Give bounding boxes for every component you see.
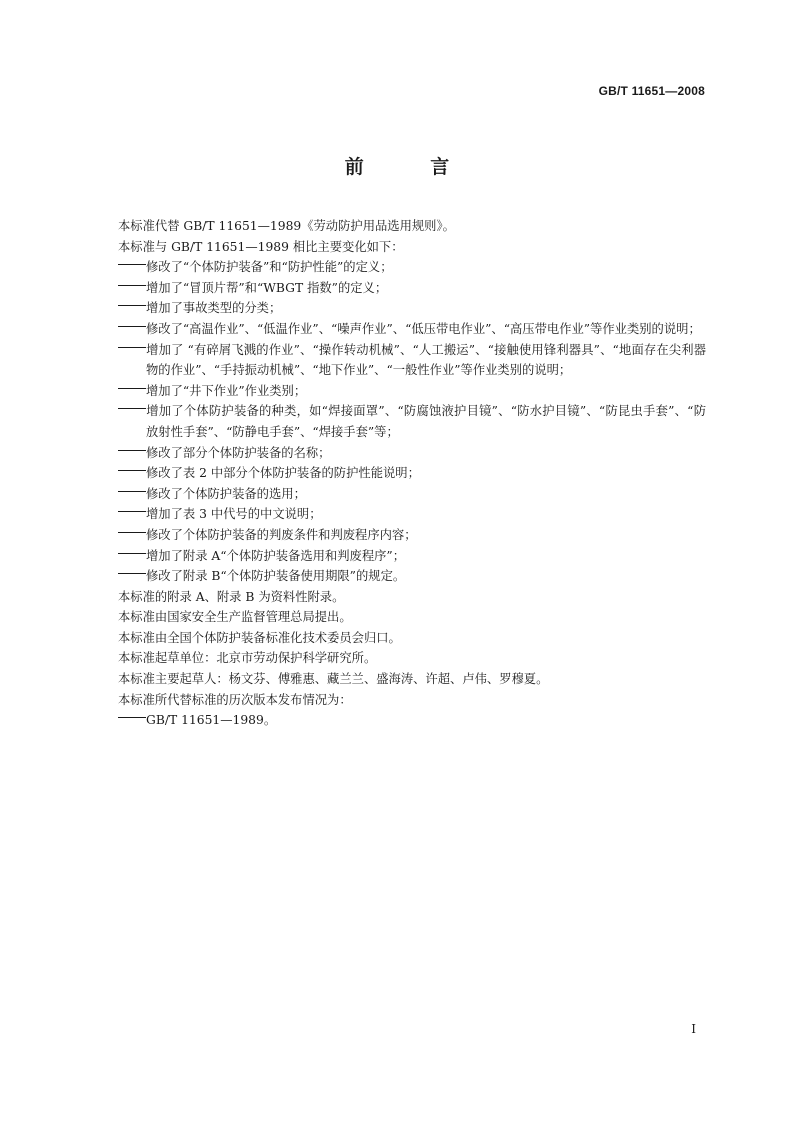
change-item	[118, 546, 706, 567]
change-text: 修改了个体防护装备的判废条件和判废程序内容；	[146, 527, 417, 542]
dash-bullet	[118, 573, 146, 574]
change-item	[118, 525, 706, 546]
change-text: 修改了附录 B“个体防护装备使用期限”的规定。	[146, 569, 406, 584]
dash-bullet	[118, 408, 146, 409]
change-text: 增加了“井下作业”作业类别；	[146, 383, 307, 398]
change-item	[118, 278, 706, 299]
dash-bullet	[118, 285, 146, 286]
foreword-body	[118, 216, 706, 731]
change-item	[118, 463, 706, 484]
paragraph: 本标准代替 GB/T 11651—1989《劳动防护用品选用规则》。	[118, 219, 455, 233]
dash-bullet	[118, 264, 146, 265]
change-text: 修改了“个体防护装备”和“防护性能”的定义；	[146, 260, 393, 275]
previous-version-text: GB/T 11651—1989。	[146, 713, 277, 728]
change-item	[118, 381, 706, 402]
standard-code: GB/T 11651—2008	[598, 84, 705, 98]
dash-bullet	[118, 553, 146, 554]
dash-bullet	[118, 347, 146, 348]
change-item	[118, 401, 706, 442]
paragraph: 本标准的附录 A、附录 B 为资料性附录。	[118, 589, 345, 604]
dash-bullet	[118, 305, 146, 306]
change-item	[118, 340, 706, 381]
paragraph: 本标准与 GB/T 11651—1989 相比主要变化如下：	[118, 239, 404, 254]
change-text: 增加了 “有碎屑飞溅的作业”、“操作转动机械”、“人工搬运”、“接触使用锋利器具”、“地面存在尖利器物的作业”、“手持振动机械”、“地下作业”、“一般性作业”等作业类别的说明；	[146, 342, 706, 378]
dash-bullet	[118, 470, 146, 471]
change-text: 增加了个体防护装备的种类，如“焊接面罩”、“防腐蚀液护目镜”、“防水护目镜”、“防昆虫手套”、“防放射性手套”、“防静电手套”、“焊接手套”等；	[146, 404, 706, 439]
paragraph: 本标准由全国个体防护装备标准化技术委员会归口。	[118, 630, 401, 645]
change-text: 修改了表 2 中部分个体防护装备的防护性能说明；	[146, 466, 420, 481]
dash-bullet	[118, 491, 146, 492]
page-number: I	[691, 1022, 696, 1036]
dash-bullet	[118, 511, 146, 512]
paragraph: 本标准所代替标准的历次版本发布情况为：	[118, 692, 352, 707]
paragraph: 本标准由国家安全生产监督管理总局提出。	[118, 610, 352, 625]
change-item	[118, 443, 706, 464]
change-item	[118, 298, 706, 319]
dash-bullet	[118, 532, 146, 533]
change-text: 增加了“冒顶片帮”和“WBGT 指数”的定义；	[146, 280, 388, 295]
dash-bullet	[118, 326, 146, 327]
previous-version-item	[118, 710, 706, 731]
dash-bullet	[118, 717, 146, 718]
paragraph: 本标准主要起草人：杨文芬、傅雅惠、藏兰兰、盛海涛、许超、卢伟、罗穆夏。	[118, 672, 549, 687]
dash-bullet	[118, 388, 146, 389]
change-item	[118, 504, 706, 525]
change-item	[118, 257, 706, 278]
change-text: 增加了附录 A“个体防护装备选用和判废程序”；	[146, 548, 406, 563]
page-title: 前 言	[344, 156, 480, 178]
paragraph: 本标准起草单位：北京市劳动保护科学研究所。	[118, 651, 377, 666]
change-text: 修改了个体防护装备的选用；	[146, 486, 306, 501]
change-text: 增加了表 3 中代号的中文说明；	[146, 507, 322, 522]
change-text: 修改了“高温作业”、“低温作业”、“噪声作业”、“低压带电作业”、“高压带电作业”等作业类别的说明；	[146, 321, 701, 336]
change-item	[118, 319, 706, 340]
change-item	[118, 566, 706, 587]
change-text: 修改了部分个体防护装备的名称；	[146, 445, 331, 460]
dash-bullet	[118, 450, 146, 451]
change-item	[118, 484, 706, 505]
change-text: 增加了事故类型的分类；	[146, 301, 282, 316]
